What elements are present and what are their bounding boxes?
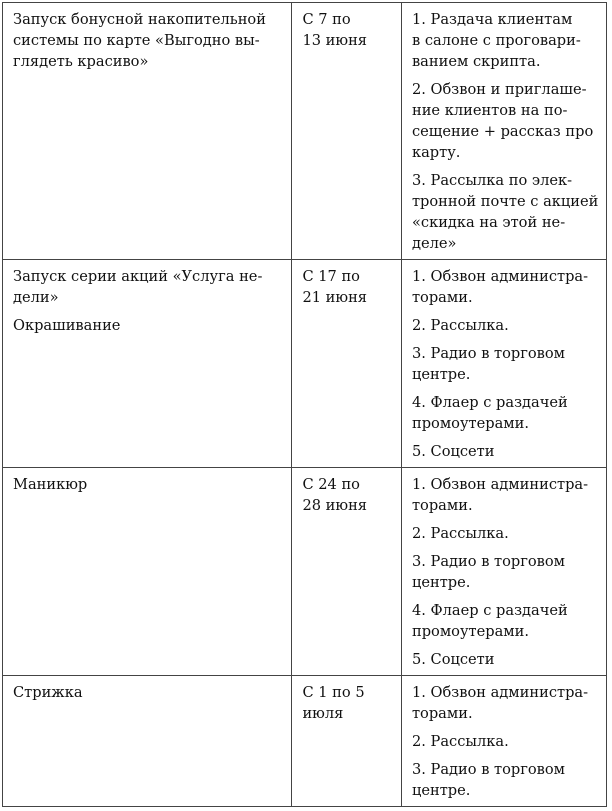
action-item — [411, 170, 599, 254]
task-cell — [3, 260, 292, 468]
period-cell — [292, 3, 402, 260]
period-text-line: 28 июня — [302, 497, 368, 514]
action-item — [412, 523, 596, 544]
action-text-line: центре. — [411, 366, 471, 383]
action-item — [412, 600, 596, 642]
period-text-line: С 7 по — [302, 11, 351, 28]
action-item — [412, 392, 596, 434]
action-text-line: деле» — [411, 235, 457, 252]
task-text-line: Запуск серии акций «Услуга не- — [13, 268, 263, 285]
period-text-line: С 1 по 5 — [302, 684, 365, 701]
action-text-line: сещение + рассказ про — [411, 123, 594, 140]
task-text-line: Запуск бонусной накопительной — [13, 11, 266, 28]
period-text-line: С 17 по — [302, 268, 360, 285]
actions-cell — [401, 3, 606, 260]
action-text-line: торами. — [411, 497, 473, 514]
table-row — [3, 676, 607, 807]
action-text-line: 2. Рассылка. — [411, 317, 509, 334]
table-row — [3, 3, 607, 260]
task-text-line: Маникюр — [13, 476, 88, 493]
action-item — [412, 9, 596, 72]
action-text-line: торами. — [411, 705, 473, 722]
action-text-line: 4. Флаер с раздачей — [411, 394, 568, 411]
action-text-line: 3. Рассылка по элек- — [411, 172, 573, 189]
action-text-line: 2. Рассылка. — [411, 525, 509, 542]
task-text-line: глядеть красиво» — [13, 53, 149, 70]
period-cell — [292, 676, 402, 807]
table-row — [3, 468, 607, 676]
action-text-line: центре. — [411, 574, 471, 591]
action-text-line: 3. Радио в торговом — [411, 345, 566, 362]
action-text-line: центре. — [411, 782, 471, 799]
action-text-line: 2. Обзвон и приглаше- — [411, 81, 587, 98]
action-text-line: 3. Радио в торговом — [411, 761, 566, 778]
action-text-line: «скидка на этой не- — [411, 214, 566, 231]
period-cell — [292, 468, 402, 676]
action-text-line: 5. Соцсети — [411, 651, 495, 668]
action-text-line: 2. Рассылка. — [411, 733, 509, 750]
action-item — [412, 759, 596, 801]
action-text-line: 4. Флаер с раздачей — [411, 602, 568, 619]
action-text-line: 1. Обзвон администра- — [411, 268, 589, 285]
period-text-line: 21 июня — [302, 289, 368, 306]
marketing-plan-table — [2, 2, 607, 807]
action-text-line: промоутерами. — [411, 415, 530, 432]
task-cell — [3, 468, 292, 676]
action-text-line: ванием скрипта. — [411, 53, 541, 70]
actions-cell — [401, 468, 606, 676]
action-item — [412, 649, 596, 670]
action-item — [412, 551, 596, 593]
task-cell — [3, 676, 292, 807]
actions-cell — [401, 260, 606, 468]
action-item — [412, 682, 596, 724]
table-body — [3, 3, 607, 807]
action-item — [412, 474, 596, 516]
task-cell — [3, 3, 292, 260]
period-text-line: июля — [302, 705, 344, 722]
period-text-line: 13 июня — [302, 32, 368, 49]
action-item — [412, 79, 596, 163]
action-text-line: в салоне с проговари- — [411, 32, 581, 49]
action-text-line: торами. — [411, 289, 473, 306]
action-item — [412, 343, 596, 385]
table-row — [3, 260, 607, 468]
action-text-line: 1. Раздача клиентам — [411, 11, 573, 28]
action-text-line: 1. Обзвон администра- — [411, 476, 589, 493]
period-text-line: С 24 по — [302, 476, 360, 493]
task-text-line: дели» — [13, 289, 59, 306]
action-text-line: 5. Соцсети — [411, 443, 495, 460]
action-text-line: промоутерами. — [411, 623, 530, 640]
action-text-line: 3. Радио в торговом — [411, 553, 566, 570]
action-item — [412, 731, 596, 752]
task-text-line: системы по карте «Выгодно вы- — [13, 32, 260, 49]
action-item — [412, 441, 596, 462]
actions-cell — [401, 676, 606, 807]
action-text-line: карту. — [411, 144, 461, 161]
action-text-line: 1. Обзвон администра- — [411, 684, 589, 701]
action-item — [412, 266, 596, 308]
action-item — [412, 315, 596, 336]
action-text-line: ние клиентов на по- — [411, 102, 568, 119]
action-text-line: тронной почте с акцией — [411, 193, 599, 210]
period-cell — [292, 260, 402, 468]
task-subtitle: Окрашивание — [13, 317, 121, 334]
task-text-line: Стрижка — [13, 684, 83, 701]
